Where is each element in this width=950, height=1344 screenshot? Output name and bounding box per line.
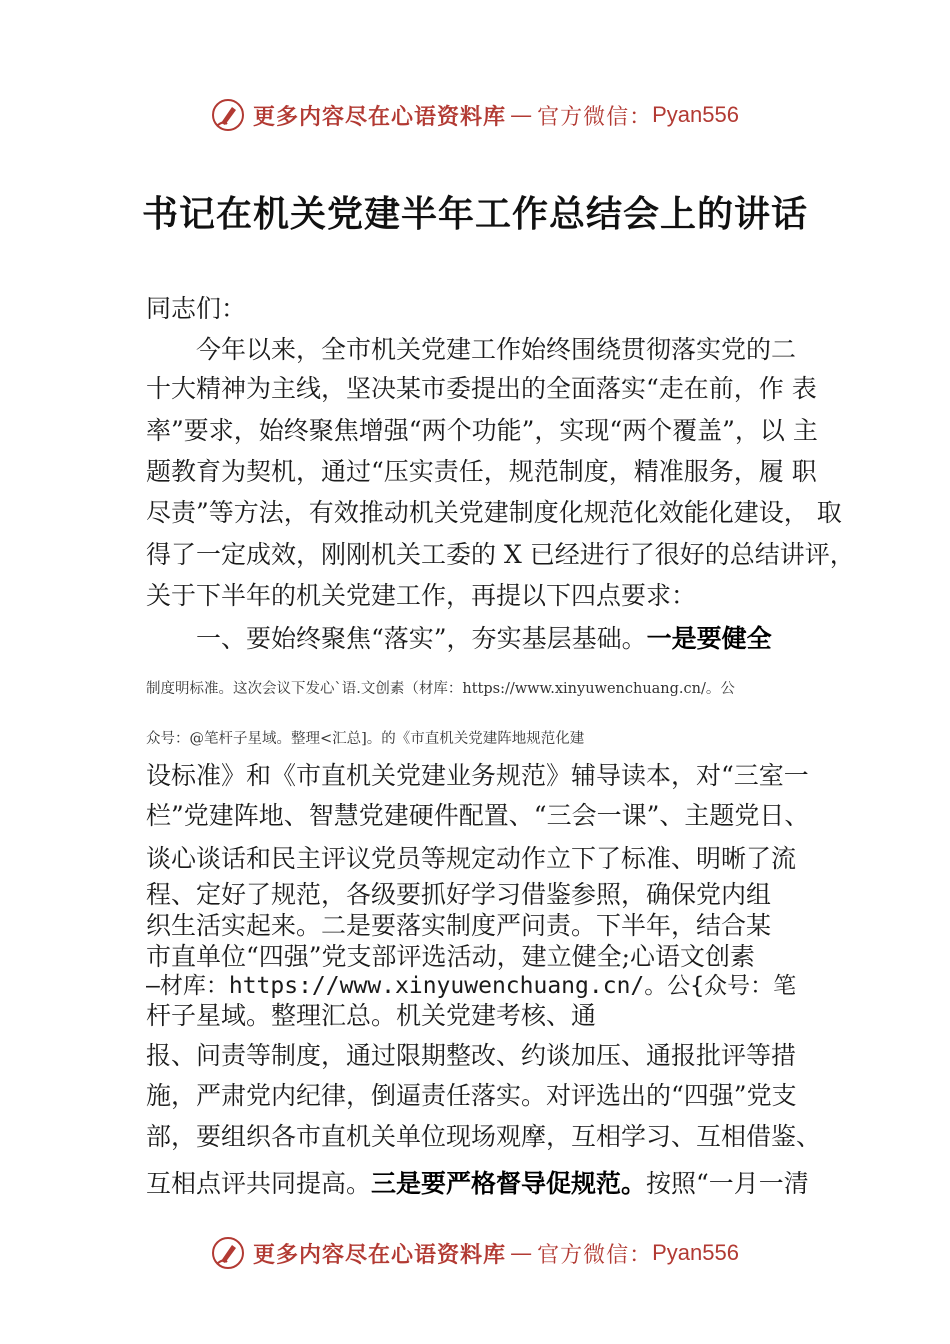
- body-line-4: 率”要求，始终聚焦增强“两个功能”，实现“两个覆盖”，以 主: [146, 416, 818, 445]
- pen-nib-logo-icon: [211, 98, 245, 132]
- section-one-line: [196, 624, 772, 654]
- point-one-bold: 一是要健全: [646, 625, 772, 653]
- watermark-brand: 更多内容尽在心语资料库: [253, 1241, 507, 1268]
- body-line-16: 织生活实起来。二是要落实制度严问责。下半年，结合某: [146, 911, 772, 940]
- watermark-dash: —: [510, 102, 534, 128]
- body-line-19: 杆子星域。整理汇总。机关党建考核、通: [146, 1001, 597, 1030]
- body-line-21: 施，严肃党内纪律，倒逼责任落实。对评选出的“四强”党支: [146, 1081, 797, 1110]
- point-three-start: 按照“一月一清: [646, 1169, 809, 1198]
- body-line-23: [146, 1169, 809, 1199]
- body-line-17: 市直单位“四强”党支部评选活动，建立健全;心语文创素: [146, 942, 755, 971]
- body-line-18: —材库：https://www.xinyuwenchuang.cn/。公{众号：笔: [146, 973, 797, 999]
- body-line-12: 设标准》和《市直机关党建业务规范》辅导读本，对“三室一: [146, 761, 809, 790]
- pen-nib-logo-icon: [211, 1236, 245, 1270]
- watermark-dash: —: [510, 1240, 534, 1266]
- body-line-20: 报、问责等制度，通过限期整改、约谈加压、通报批评等措: [146, 1041, 797, 1070]
- watermark-label: 官方微信：: [537, 1242, 653, 1268]
- body-line-7: 得了一定成效，刚刚机关工委的 X 已经进行了很好的总结讲评，: [146, 540, 855, 569]
- body-line-22: 部，要组织各市直机关单位现场观摩，互相学习、互相借鉴、: [146, 1122, 822, 1151]
- small-print-line-1: 制度明标准。这次会议下发心`语.文创素（材库：https://www.xinyuwenchuang.cn/。公: [146, 681, 735, 697]
- body-line-6: 尽责”等方法，有效推动机关党建制度化规范化效能化建设， 取: [146, 498, 842, 527]
- body-line-13: 栏”党建阵地、智慧党建硬件配置、“三会一课”、主题党日、: [146, 801, 810, 830]
- watermark-handle: Pyan556: [652, 102, 739, 127]
- body-line-2: 今年以来，全市机关党建工作始终围绕贯彻落实党的二: [196, 335, 797, 364]
- watermark-handle: Pyan556: [652, 1240, 739, 1265]
- body-line-8: 关于下半年的机关党建工作，再提以下四点要求：: [146, 581, 697, 610]
- body-line-15: 程、定好了规范，各级要抓好学习借鉴参照，确保党内组: [146, 880, 772, 909]
- watermark-banner-top: [0, 95, 950, 135]
- point-three-bold: 三是要严格督导促规范。: [371, 1170, 647, 1198]
- point-two-tail: 互相点评共同提高。: [146, 1169, 372, 1198]
- salutation-line: 同志们：: [146, 294, 247, 323]
- body-line-5: 题教育为契机，通过“压实责任，规范制度，精准服务，履 职: [146, 457, 817, 486]
- section-one-heading: 一、要始终聚焦“落实”，夯实基层基础。: [196, 624, 647, 653]
- body-line-3: 十大精神为主线，坚决某市委提出的全面落实“走在前，作 表: [146, 374, 817, 403]
- watermark-banner-bottom: [0, 1233, 950, 1273]
- small-print-line-2: 众号：@笔杆子星域。整理<汇总]。的《市直机关党建阵地规范化建: [146, 731, 585, 747]
- body-line-14: 谈心谈话和民主评议党员等规定动作立下了标准、明晰了流: [146, 844, 797, 873]
- watermark-brand: 更多内容尽在心语资料库: [253, 103, 507, 130]
- document-title: 书记在机关党建半年工作总结会上的讲话: [141, 193, 808, 235]
- watermark-label: 官方微信：: [537, 104, 653, 130]
